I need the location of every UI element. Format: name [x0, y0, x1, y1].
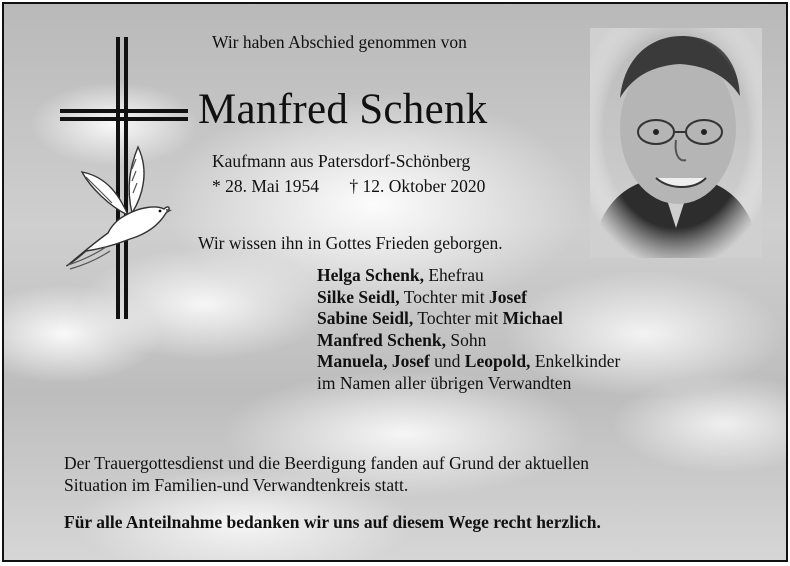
family-member-name: Manuela, Josef: [317, 351, 430, 372]
family-member-partner: Michael: [502, 308, 563, 329]
family-member: [317, 330, 620, 352]
service-line: Situation im Familien-und Verwandtenkreis statt.: [64, 474, 409, 495]
occupation-text: Kaufmann aus Patersdorf-Schönberg: [212, 151, 471, 171]
family-member: [317, 287, 620, 309]
family-member-partner: Josef: [489, 286, 527, 307]
birth-date: * 28. Mai 1954: [212, 176, 319, 196]
cross-icon: [60, 37, 188, 319]
family-member-relation: Tochter mit: [413, 308, 503, 329]
family-member-relation: Enkelkinder: [530, 351, 621, 372]
intro-text: Wir haben Abschied genommen von: [212, 32, 467, 52]
family-member: [317, 351, 620, 373]
family-member-relation: Sohn: [446, 329, 487, 350]
faith-line: Wir wissen ihn in Gottes Frieden geborgen.: [198, 233, 503, 253]
family-list: [317, 265, 620, 395]
family-member-relation: Tochter mit: [399, 286, 490, 307]
family-member-name: Helga Schenk,: [317, 265, 424, 285]
service-line: Der Trauergottesdienst und die Beerdigung fanden auf Grund der aktuellen: [64, 453, 590, 473]
family-member-relation: Ehefrau: [423, 265, 484, 285]
family-member-relation: und: [429, 351, 465, 372]
obituary-notice: [2, 2, 788, 562]
service-info: [64, 453, 764, 496]
relatives-line: im Namen aller übrigen Verwandten: [317, 372, 572, 393]
family-member: [317, 308, 620, 330]
family-member-partner: Leopold,: [464, 351, 531, 372]
thanks-line: Für alle Anteilnahme bedanken wir uns auf diesem Wege recht herzlich.: [64, 512, 601, 532]
death-date: † 12. Oktober 2020: [349, 176, 486, 196]
family-member: [317, 265, 620, 287]
family-member-name: Silke Seidl,: [317, 286, 400, 307]
deceased-name: Manfred Schenk: [198, 86, 488, 133]
life-dates: [212, 176, 485, 197]
family-member-name: Manfred Schenk,: [317, 329, 446, 350]
portrait-photo: [590, 28, 762, 258]
family-member-name: Sabine Seidl,: [317, 308, 414, 329]
